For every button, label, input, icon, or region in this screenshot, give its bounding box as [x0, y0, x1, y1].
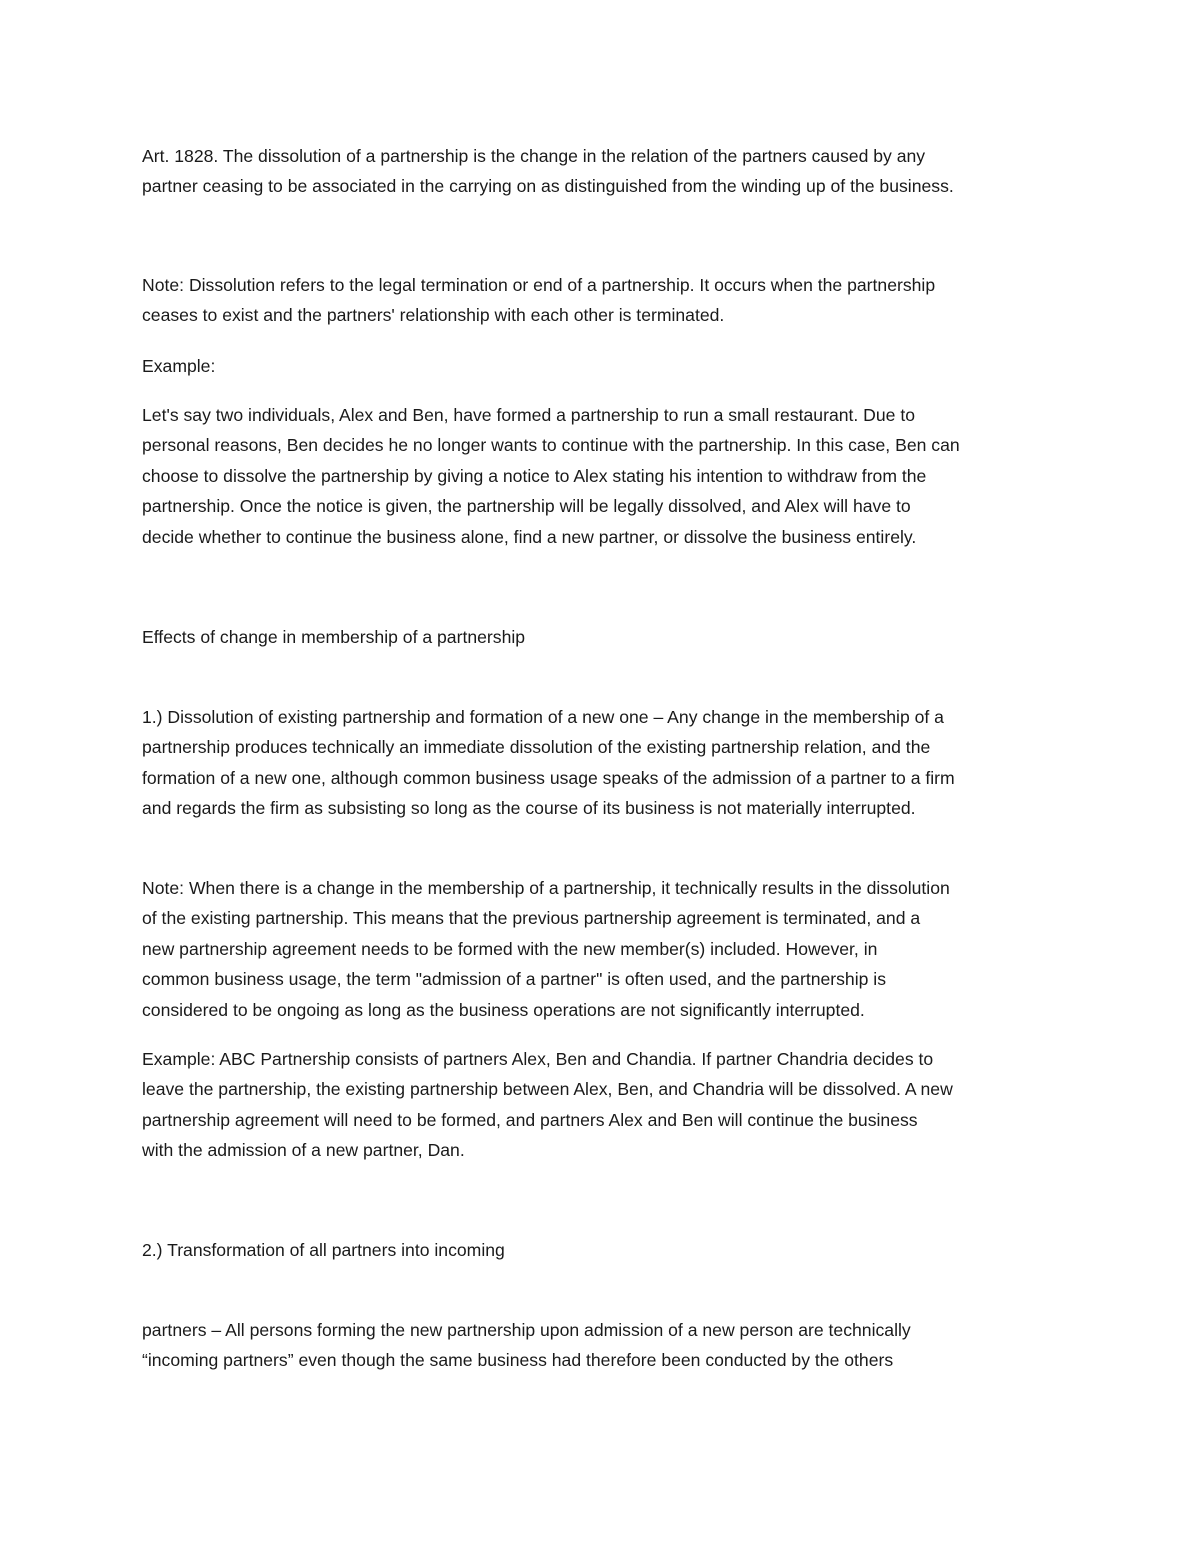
example-restaurant-paragraph: [142, 400, 1072, 552]
text-line: ceases to exist and the partners' relationship with each other is terminated.: [142, 305, 725, 326]
text-line: partnership agreement will need to be formed, and partners Alex and Ben will continue the business: [142, 1109, 918, 1130]
text-line: decide whether to continue the business alone, find a new partner, or dissolve the business entirely.: [142, 526, 917, 547]
text-line: considered to be ongoing as long as the business operations are not significantly interrupted.: [142, 999, 865, 1020]
text-line: 1.) Dissolution of existing partnership and formation of a new one – Any change in the membership of a: [142, 707, 944, 727]
item-2-paragraph: [142, 1315, 1072, 1376]
text-line: with the admission of a new partner, Dan.: [142, 1140, 465, 1161]
text-line: Effects of change in membership of a partnership: [142, 627, 526, 647]
text-line: 2.) Transformation of all partners into incoming: [142, 1240, 505, 1260]
text-line: Note: Dissolution refers to the legal termination or end of a partnership. It occurs when the partnership: [142, 275, 936, 295]
text-line: partnership. Once the notice is given, the partnership will be legally dissolved, and Alex will have to: [142, 496, 911, 517]
note-dissolution-paragraph: [142, 270, 1072, 331]
text-line: formation of a new one, although common business usage speaks of the admission of a partner to a firm: [142, 767, 955, 788]
text-line: partner ceasing to be associated in the carrying on as distinguished from the winding up of the business.: [142, 176, 954, 197]
text-line: Example: ABC Partnership consists of partners Alex, Ben and Chandia. If partner Chandria decides to: [142, 1049, 934, 1069]
example-abc-paragraph: [142, 1044, 1072, 1166]
item-1-paragraph: [142, 702, 1072, 824]
text-line: partners – All persons forming the new partnership upon admission of a new person are technically: [142, 1320, 911, 1340]
article-1828-paragraph: [142, 141, 1072, 202]
text-line: leave the partnership, the existing partnership between Alex, Ben, and Chandria will be dissolved. A new: [142, 1079, 953, 1100]
effects-heading: [142, 622, 1072, 652]
text-line: Example:: [142, 356, 216, 376]
text-line: and regards the firm as subsisting so long as the course of its business is not materially interrupted.: [142, 798, 916, 819]
text-line: new partnership agreement needs to be formed with the new member(s) included. However, in: [142, 938, 878, 959]
text-line: common business usage, the term "admission of a partner" is often used, and the partnership is: [142, 969, 887, 990]
item-2-heading: [142, 1235, 1072, 1265]
text-line: Let's say two individuals, Alex and Ben, have formed a partnership to run a small restaurant. Due to: [142, 405, 916, 425]
text-line: Art. 1828. The dissolution of a partnership is the change in the relation of the partners caused by any: [142, 146, 926, 166]
note-membership-paragraph: [142, 873, 1072, 1025]
text-line: choose to dissolve the partnership by giving a notice to Alex stating his intention to withdraw from the: [142, 465, 927, 486]
text-line: Note: When there is a change in the membership of a partnership, it technically results in the dissolution: [142, 878, 950, 898]
text-line: partnership produces technically an immediate dissolution of the existing partnership relation, and the: [142, 737, 931, 758]
text-line: of the existing partnership. This means that the previous partnership agreement is terminated, and a: [142, 908, 921, 929]
text-line: “incoming partners” even though the same business had therefore been conducted by the others: [142, 1350, 894, 1371]
example-label: [142, 351, 1072, 381]
text-line: personal reasons, Ben decides he no longer wants to continue with the partnership. In this case, Ben can: [142, 435, 960, 456]
